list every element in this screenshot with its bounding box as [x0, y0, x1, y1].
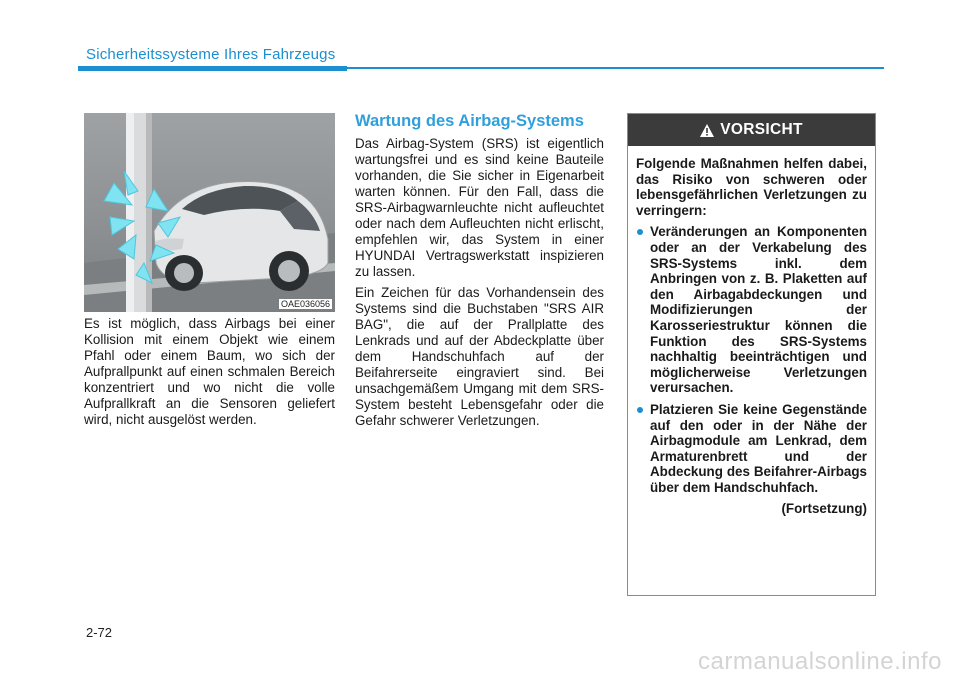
car-front-rim [174, 263, 194, 283]
page-number: 2-72 [86, 625, 113, 640]
column2-paragraph-2: Ein Zeichen für das Vorhandensein des Systems sind die Buchstaben "SRS AIR BAG", die auf der Prallplatte des Lenkrads und auf der Abdeckplatte über dem Handschuhfach auf der Beifahrerseite eingraviert sind. Bei unsachgemäßem Umgang mit dem SRS-System besteht Lebensgefahr oder die Gefahr schwerer Verletzungen. [355, 285, 604, 428]
column2-text [355, 136, 604, 434]
caution-bullet-text: Platzieren Sie keine Gegenstände auf den oder in der Nähe der Airbagmodule am Lenkrad, dem Armaturenbrett und der Abdeckung des Beifahrer-Airbags über dem Handschuhfach. [650, 401, 867, 495]
column1-paragraph: Es ist möglich, dass Airbags bei einer Kollision mit einem Objekt wie einem Pfahl oder einem Baum, wo sich der Aufprallpunkt auf einen schmalen Bereich konzentriert und wo nicht die volle Aufprallkraft an die Sensoren geliefert wird, nicht ausgelöst werden. [84, 316, 335, 427]
header-rule [347, 67, 884, 69]
warning-triangle-icon [700, 124, 714, 137]
continuation-note: (Fortsetzung) [781, 501, 867, 517]
bullet-dot-icon [637, 229, 643, 235]
caution-bullet-text: Veränderungen an Komponenten oder an der Verkabelung des SRS-Systems inkl. dem Anbringen von z. B. Plaketten auf den Airbagabdeckungen und Modifizierungen der Karosseriestruktur können die Funktion des SRS-Systems nachhaltig beeinträchtigen und möglicherweise Verletzungen verursachen. [650, 224, 867, 396]
header-bar [78, 66, 347, 71]
caution-body [628, 146, 875, 523]
caution-bullet-item [636, 224, 867, 396]
watermark-text: carmanualsonline.info [698, 648, 942, 675]
column2-paragraph-1: Das Airbag-System (SRS) ist eigentlich wartungsfrei und es sind keine Bauteile vorhanden, die Sie sicher in Eigenarbeit warten können. Für den Fall, dass die SRS-Airbagwarnleuchte nicht aufleuchtet oder nach dem Aufleuchten nicht erlischt, empfehlen wir, das System in einer HYUNDAI Vertragswerkstatt inspizieren zu lassen. [355, 136, 604, 279]
section-heading: Wartung des Airbag-Systems [355, 112, 584, 130]
figure-code: OAE036056 [280, 299, 330, 309]
caution-box [627, 113, 876, 596]
car-pole-collision-illustration [84, 113, 335, 312]
bullet-dot-icon [637, 407, 643, 413]
illustration-drawing [84, 113, 335, 312]
caution-header [628, 114, 875, 146]
caution-intro: Folgende Maßnahmen helfen dabei, das Risiko von schweren oder lebensgefährlichen Verletzungen zu verringern: [636, 156, 867, 218]
caution-list [636, 224, 867, 495]
column1-text [84, 316, 335, 433]
car-rear-rim [278, 260, 300, 282]
header-section-title: Sicherheitssysteme Ihres Fahrzeugs [86, 46, 336, 63]
caution-bullet-item [636, 402, 867, 496]
pole-highlight [126, 113, 134, 312]
caution-title: VORSICHT [720, 121, 803, 138]
